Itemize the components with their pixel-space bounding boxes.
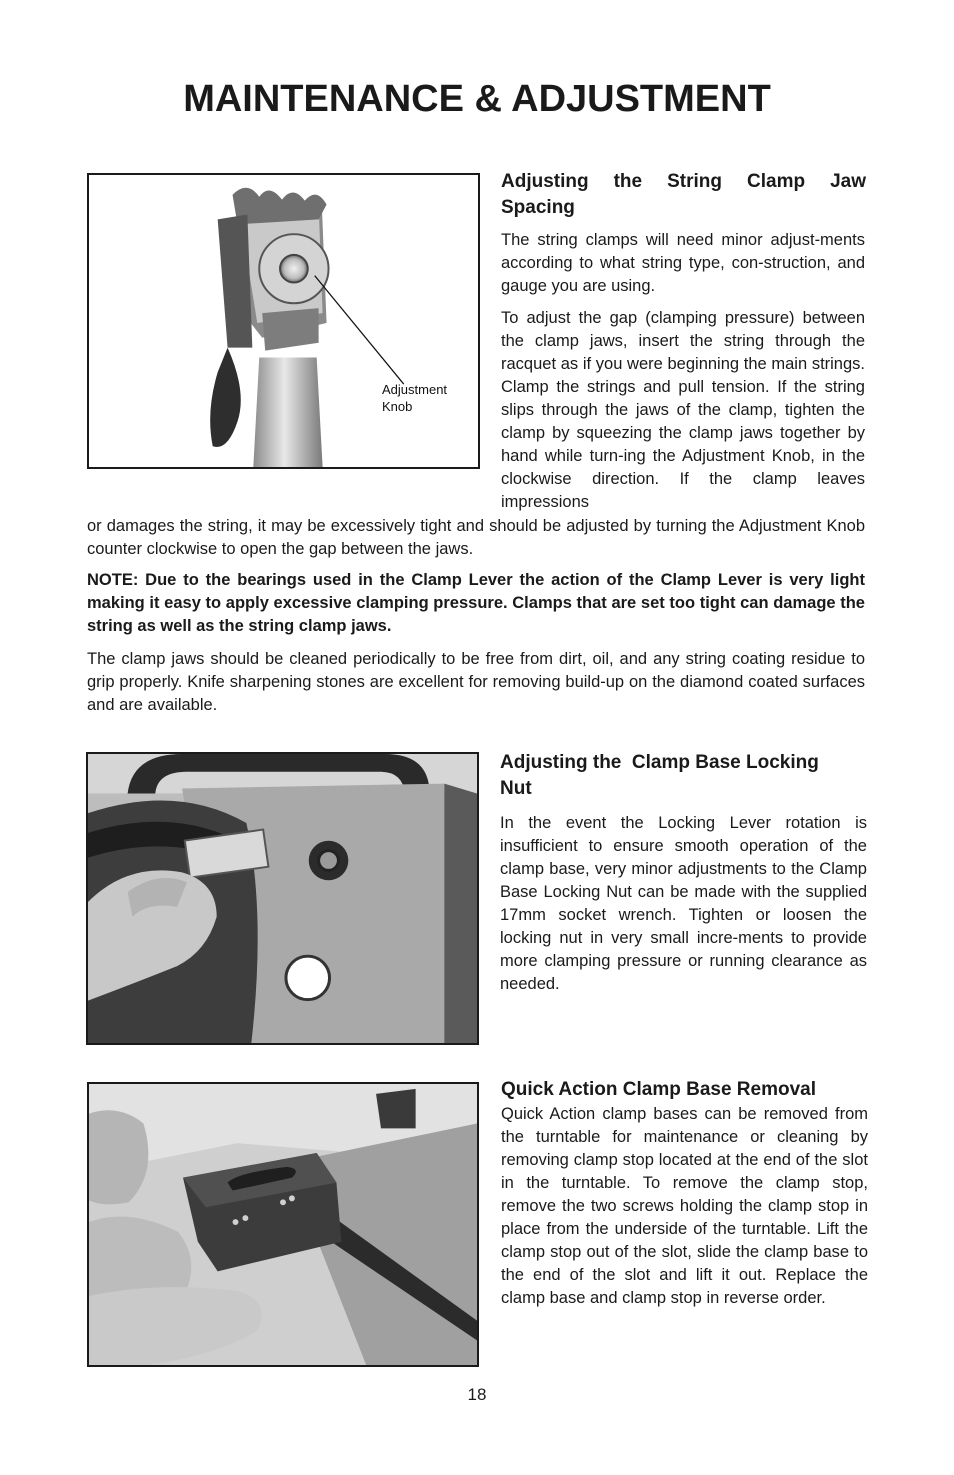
locking-nut-photo [86, 752, 479, 1045]
section2-heading [500, 750, 867, 802]
clamp-base-removal-photo [87, 1082, 479, 1367]
page-number: 18 [467, 1385, 487, 1404]
string-clamp-photo [87, 173, 480, 469]
callout-line-1: Adjustment [382, 382, 448, 397]
section1-para3: The clamp jaws should be cleaned periodically to be free from dirt, oil, and any string coating residue to grip properly. Knife sharpening stones are excellent for removing build-up on the diamond coated surfaces and are available. [87, 650, 865, 714]
clamp-lever-note: NOTE: Due to the bearings used in the Clamp Lever the action of the Clamp Lever is very light making it easy to apply excessive clamping pressure. Clamps that are set too tight can damage the string as well as the string clamp jaws. [87, 571, 865, 635]
section1-heading-line1: Adjusting the String Clamp Jaw [501, 171, 866, 192]
section1-heading [501, 169, 866, 221]
page-title: MAINTENANCE & ADJUSTMENT [183, 78, 771, 120]
adjustment-knob-callout [382, 381, 447, 415]
section1-para1: The string clamps will need minor adjust-ments according to what string type, con-struction, and gauge you are using. [501, 231, 865, 295]
section3-para: Quick Action clamp bases can be removed from the turntable for maintenance or cleaning by removing clamp stop located at the end of the slot in the turntable. To remove the clamp stop, remove the two screws holding the clamp stop in place from the underside of the turntable. Lift the clamp stop out of the slot, slide the clamp base to the end of the slot and lift it out. Replace the clamp base and clamp stop in reverse order. [501, 1105, 868, 1307]
section2-heading-line2: Nut [500, 778, 532, 799]
section2-para: In the event the Locking Lever rotation is insufficient to ensure smooth operation of the clamp base, very minor adjustments to the Clamp Base Locking Nut can be made with the supplied 17mm socket wrench. Tighten or loosen the locking nut in very small incre-ments to provide more clamping pressure or running clearance as needed. [500, 814, 867, 993]
callout-line-2: Knob [382, 399, 413, 414]
section2-heading-line1: Adjusting the Clamp Base Locking [500, 752, 819, 773]
section3-heading: Quick Action Clamp Base Removal [501, 1079, 817, 1100]
section1-para2-side: To adjust the gap (clamping pressure) between the clamp jaws, insert the string through the racquet as if you were beginning the main strings. Clamp the strings and pull tension. If the string slips through the jaws of the clamp, tighten the clamp by squeezing the clamp jaws together by hand while turn-ing the Adjustment Knob, in the clockwise direction. If the clamp leaves impressions [501, 309, 865, 511]
section1-para2-full: or damages the string, it may be excessively tight and should be adjusted by turning the Adjustment Knob counter clockwise to open the gap between the jaws. [87, 517, 865, 558]
section1-heading-line2: Spacing [501, 197, 575, 218]
